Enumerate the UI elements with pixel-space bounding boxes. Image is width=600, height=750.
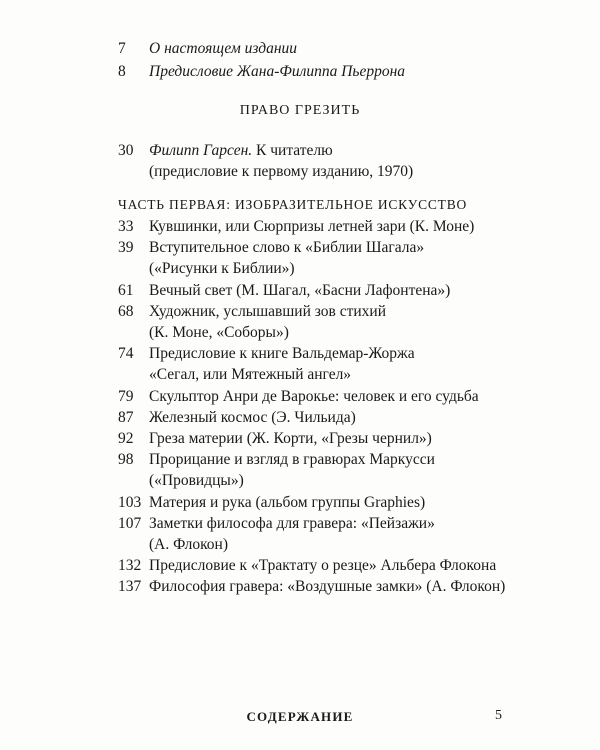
entry-text [149,140,333,161]
section-heading: ПРАВО ГРЕЗИТЬ [239,103,361,118]
entry-title: Философия гравера: «Воздушные замки» (А. Флокон) [149,578,506,596]
page-number: 68 [118,302,134,320]
entry-subtitle: (предисловие к первому изданию, 1970) [149,163,414,180]
page-number: 87 [118,408,134,426]
entry-title: Вечный свет (М. Шагал, «Басни Лафонтена») [149,281,451,299]
entry-title-continuation: («Провидцы») [149,472,244,490]
entry-title: Материя и рука (альбом группы Graphies) [149,493,426,511]
entry-title: О настоящем издании [149,40,298,57]
entry-title: Греза материи (Ж. Корти, «Грезы чернил») [149,430,432,447]
page-number: 92 [118,430,134,447]
entry-author: Филипп Гарсен. [149,142,253,159]
page-number: 39 [118,239,134,257]
page-number: 8 [118,63,126,80]
page-number: 74 [118,345,134,363]
running-footer-page-number: 5 [495,708,502,723]
page-number: 33 [118,218,134,235]
page-number: 79 [118,387,134,405]
page-number: 137 [118,578,142,596]
entry-title: Художник, услышавший зов стихий [149,302,387,320]
entry-title: Заметки философа для гравера: «Пейзажи» [149,514,435,532]
entry-title-continuation: (К. Моне, «Соборы») [149,324,289,341]
entry-title: Кувшинки, или Сюрпризы летней зари (К. Моне) [149,218,475,235]
entry-title: Предисловие к книге Вальдемар-Жоржа [149,345,415,363]
entry-title: Вступительное слово к «Библии Шагала» [149,239,425,257]
page-number: 103 [118,493,142,511]
entry-title: Предисловие Жана-Филиппа Пьеррона [149,63,406,80]
page-number: 30 [118,142,134,159]
page-number: 7 [118,40,126,57]
entry-title-continuation: («Рисунки к Библии») [149,260,295,278]
entry-title: Скульптор Анри де Варокье: человек и его судьба [149,387,479,405]
page-number: 98 [118,451,134,469]
running-footer-title: СОДЕРЖАНИЕ [246,709,354,724]
entry-title: Прорицание и взгляд в гравюрах Маркусси [149,451,435,469]
entry-title-continuation: (А. Флокон) [149,536,229,553]
page-number: 61 [118,281,134,299]
page-number: 107 [118,514,142,532]
page-number: 132 [118,557,142,575]
entry-title-continuation: «Сегал, или Мятежный ангел» [149,366,352,384]
part-heading: ЧАСТЬ ПЕРВАЯ: ИЗОБРАЗИТЕЛЬНОЕ ИСКУССТВО [118,197,468,212]
entry-title: Предисловие к «Трактату о резце» Альбера Флокона [149,557,497,575]
entry-title: Железный космос (Э. Чильида) [149,408,356,426]
entry-title: К читателю [256,142,333,159]
